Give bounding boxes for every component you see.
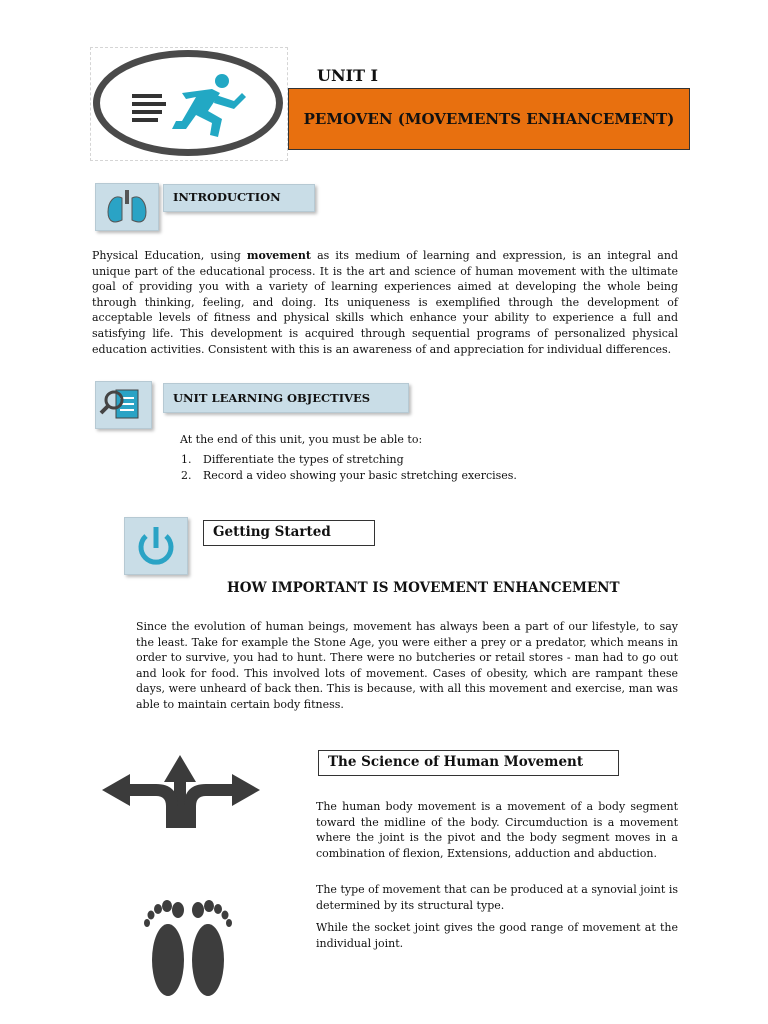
list-number: 2. xyxy=(181,469,192,482)
list-number: 1. xyxy=(181,453,192,466)
title-banner xyxy=(288,88,690,150)
science-paragraph-2: The type of movement that can be produced at a synovial joint is determined by its structural type. xyxy=(316,883,678,912)
intro-paragraph xyxy=(92,248,678,357)
science-paragraph-1: The human body movement is a movement of a body segment toward the midline of the body. Circumduction is a movement where the joint is the pivot and the body segment moves in a combination of flexion, Extensions, adduction and abduction. xyxy=(316,800,678,860)
list-item xyxy=(181,468,601,484)
footprints-icon xyxy=(140,888,236,1018)
lungs-icon xyxy=(95,183,159,231)
list-item xyxy=(181,452,601,468)
magnifier-document-icon xyxy=(95,381,152,429)
direction-arrows-icon xyxy=(100,750,262,830)
page-title: PEMOVEN (MOVEMENTS ENHANCEMENT) xyxy=(303,110,675,128)
list-text: Differentiate the types of stretching xyxy=(203,453,404,466)
section-getting-started: Getting Started xyxy=(203,520,375,546)
intro-text-start: Physical Education, using xyxy=(92,249,247,262)
unit-title: UNIT I xyxy=(317,66,379,85)
movement-heading: HOW IMPORTANT IS MOVEMENT ENHANCEMENT xyxy=(227,580,620,596)
power-icon xyxy=(124,517,188,575)
section-introduction: INTRODUCTION xyxy=(163,184,315,212)
objectives-list xyxy=(181,452,601,484)
intro-text-rest: as its medium of learning and expression, is an integral and unique part of the educational process. It is the art and science of human movement with the ultimate goal of providing you with a variety of learning experiences aimed at developing the whole being through thinking, feeling, and doing. Its uniqueness is exemplified through the development of acceptable levels of fitness and physical skills which enhance your ability to experience a full and satisfying life. This development is acquired through sequential programs of personalized physical education activities. Consistent with this is an awareness of and appreciation for individual differences. xyxy=(92,249,678,356)
section-objectives: UNIT LEARNING OBJECTIVES xyxy=(163,383,409,413)
list-text: Record a video showing your basic stretching exercises. xyxy=(203,469,517,482)
science-paragraph-3: While the socket joint gives the good range of movement at the individual joint. xyxy=(316,921,678,950)
section-science: The Science of Human Movement xyxy=(318,750,619,776)
objectives-intro: At the end of this unit, you must be able to: xyxy=(180,433,423,446)
intro-bold-word: movement xyxy=(246,249,311,262)
running-man-icon xyxy=(93,50,283,156)
movement-paragraph: Since the evolution of human beings, movement has always been a part of our lifestyle, to say the least. Take for example the Stone Age, you were either a prey or a predator, which means in order to survive, you had to hunt. There were no butcheries or retail stores - man had to go out and look for food. This involved lots of movement. Cases of obesity, which are rampant these days, were unheard of back then. This is because, with all this movement and exercise, man was able to maintain certain body fitness. xyxy=(136,620,678,711)
